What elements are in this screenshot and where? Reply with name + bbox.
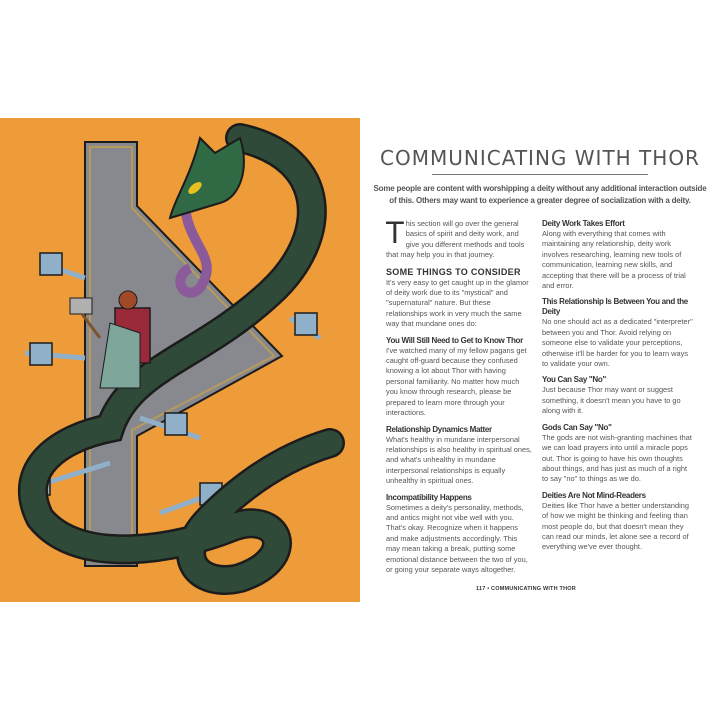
item-text: Deities like Thor have a better understanding of how we might be thinking and feeling than most people do, but that doesn't mean they can read our minds, let alone see a record of everything we've ever thought. xyxy=(542,500,689,552)
section-intro: It's very easy to get caught up in the glamor of deity work due to its "mystical" and "supernatural" nature. But these relationships work in very much the same way that mundane ones do: xyxy=(386,277,529,329)
text-columns xyxy=(386,219,694,581)
illustration-svg xyxy=(0,118,360,602)
item-heading: You Can Say "No" xyxy=(542,375,606,385)
item-text: Just because Thor may want or suggest something, it doesn't mean you have to go along with it. xyxy=(542,385,681,416)
item-text: Sometimes a deity's personality, methods, and antics might not vibe well with you. That's okay. Recognize when it happens and make adjustments accordingly. This may mean taking a break, putting some emotional distance between the two of you, or going your separate ways altogether. xyxy=(386,502,528,574)
item-text: I've watched many of my fellow pagans get caught off-guard because they confused knowing a lot about Thor with having personal familiarity. No matter how much you know through research, please be prepared to learn more through your interactions. xyxy=(386,345,527,418)
item-text: Along with everything that comes with maintaining any relationship, deity work involves researching, learning new tools of communication, learning new skills, and accepting that there will be a process of trial and error. xyxy=(542,229,686,291)
section-heading: SOME THINGS TO CONSIDER xyxy=(386,266,521,277)
serpent-head xyxy=(170,138,244,218)
item-heading: Deity Work Takes Effort xyxy=(542,219,625,228)
item-heading: Gods Can Say "No" xyxy=(542,422,612,432)
page-subtitle: Some people are content with worshipping a deity without any additional interaction outside of this. Others may want to experience a greater degree of socialization with a deity. xyxy=(373,184,707,205)
item-text: The gods are not wish-granting machines that we can load prayers into until a miracle pops out. Thor is going to have his own thoughts about things, and has just as much of a right to say "no" to things as we do. xyxy=(542,432,692,484)
item-heading: You Will Still Need to Get to Know Thor xyxy=(386,335,523,345)
item-text: No one should act as a dedicated "interpreter" between you and Thor. Avoid relying on someone else to validate your perceptions, otherwise it'll be harder for you to learn ways to validate your own. xyxy=(542,317,693,369)
item-heading: Deities Are Not Mind-Readers xyxy=(542,490,646,500)
item-heading: Incompatibility Happens xyxy=(386,492,472,502)
page-footer: 117 • COMMUNICATING WITH THOR xyxy=(476,586,576,593)
thor-serpent-illustration xyxy=(0,118,360,602)
item-heading: This Relationship Is Between You and the Deity xyxy=(542,297,688,317)
page-title: COMMUNICATING WITH THOR xyxy=(380,146,700,170)
left-column xyxy=(386,219,532,581)
intro-paragraph xyxy=(386,219,532,261)
title-divider xyxy=(432,174,648,175)
intro-text: his section will go over the general basics of spirit and deity work, and give you different methods and tools that may help you in that journey. xyxy=(386,219,525,260)
drop-cap: T xyxy=(386,219,404,250)
right-column xyxy=(542,219,694,559)
item-heading: Relationship Dynamics Matter xyxy=(386,424,492,434)
text-page xyxy=(360,118,720,602)
item-text: What's healthy in mundane interpersonal relationships is also healthy in spiritual ones, and what's unhealthy in mundane interpersonal relationships is equally unhealthy in spiritual ones. xyxy=(386,434,532,486)
